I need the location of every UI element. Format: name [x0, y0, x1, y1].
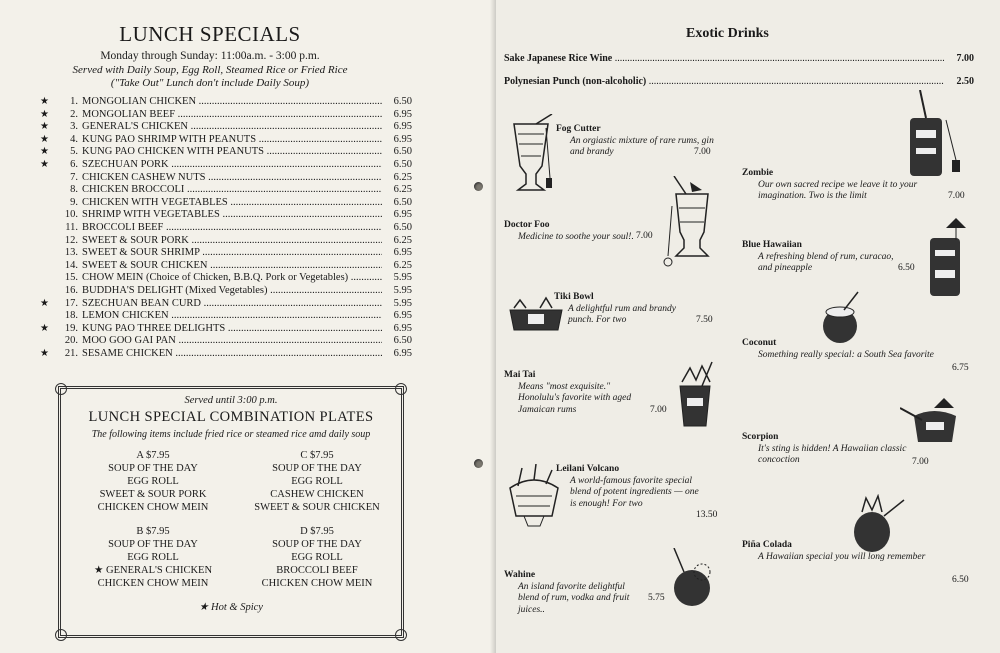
- drink-price: 7.00: [948, 191, 965, 201]
- lunch-item: [40, 323, 410, 336]
- item-name: KUNG PAO SHRIMP WITH PEANUTS .....: [82, 134, 382, 147]
- combo-title: LUNCH SPECIAL COMBINATION PLATES: [88, 409, 374, 425]
- item-price: 6.95: [382, 121, 412, 134]
- binder-hole-icon: [474, 182, 483, 191]
- drink-coconut: [742, 338, 992, 373]
- drink-description: A delightful rum and brandy punch. For two: [568, 303, 677, 325]
- lunch-item: [40, 247, 410, 260]
- item-number: 6.: [70, 158, 78, 170]
- item-number: 3.: [70, 121, 78, 133]
- item-number: 20.: [64, 335, 78, 347]
- combo-plate-c: [237, 449, 397, 514]
- lunch-item: [40, 285, 410, 298]
- item-name: SWEET & SOUR CHICKEN .....: [82, 260, 382, 273]
- drinks-title: Exotic Drinks: [686, 26, 769, 41]
- drink-name: Zombie: [742, 168, 774, 178]
- item-number: 10.: [64, 209, 78, 221]
- item-name: SHRIMP WITH VEGETABLES .....: [82, 209, 382, 222]
- drink-price: 5.75: [648, 593, 665, 603]
- lunch-item: [40, 272, 410, 285]
- drink-price: 7.50: [696, 315, 713, 325]
- item-price: 6.50: [382, 96, 412, 109]
- drink-description: An orgiastic mixture of rare rums, gin and brandy: [570, 135, 714, 157]
- drink-description: A world-famous favorite special blend of potent ingredients — one is enough! For two: [570, 475, 699, 509]
- lunch-item: [40, 121, 410, 134]
- lunch-hours: Monday through Sunday: 11:00a.m. - 3:00 p.m.: [100, 50, 320, 62]
- item-name: BROCCOLI BEEF .....: [82, 222, 382, 235]
- drink-price: 7.00: [912, 457, 929, 467]
- hot-spicy-star-icon: ★: [40, 347, 49, 359]
- item-price: 6.50: [382, 222, 412, 235]
- item-price: 6.95: [382, 310, 412, 323]
- combo-line: CHICKEN CHOW MEIN: [97, 578, 209, 589]
- lunch-item: [40, 298, 410, 311]
- drink-fog-cutter: [556, 124, 716, 159]
- drink-price: 2.50: [944, 75, 974, 88]
- drinks-page: [496, 0, 1000, 653]
- lunch-item: [40, 260, 410, 273]
- binder-hole-icon: [474, 459, 483, 468]
- item-name: SZECHUAN BEAN CURD .....: [82, 298, 382, 311]
- corner-ornament-icon: [395, 629, 407, 641]
- drink-price: 7.00: [650, 405, 667, 415]
- item-number: 8.: [70, 184, 78, 196]
- combo-line: SOUP OF THE DAY: [108, 463, 198, 474]
- item-number: 16.: [64, 284, 78, 296]
- item-number: 9.: [70, 196, 78, 208]
- item-price: 6.95: [382, 109, 412, 122]
- item-number: 21.: [64, 347, 78, 359]
- combo-line: EGG ROLL: [291, 552, 343, 563]
- combo-line: SWEET & SOUR CHICKEN: [254, 502, 380, 513]
- item-price: 6.25: [382, 184, 412, 197]
- combo-line: SWEET & SOUR PORK: [99, 489, 207, 500]
- drink-price: 7.00: [944, 52, 974, 65]
- drink-name: Scorpion: [742, 432, 779, 442]
- drink-name: Leilani Volcano: [556, 464, 620, 474]
- item-price: 6.95: [382, 247, 412, 260]
- wahine-coconut-icon: [670, 548, 716, 612]
- fog-cutter-glass-icon: [506, 114, 556, 196]
- item-number: 11.: [65, 221, 78, 233]
- item-name: CHICKEN WITH VEGETABLES .....: [82, 197, 382, 210]
- lunch-item: [40, 197, 410, 210]
- drink-name: Mai Tai: [504, 370, 536, 380]
- item-name: GENERAL'S CHICKEN .....: [82, 121, 382, 134]
- lunch-takeout-note: ("Take Out" Lunch don't include Daily Soup): [110, 77, 310, 89]
- item-name: SWEET & SOUR SHRIMP .....: [82, 247, 382, 260]
- item-name: LEMON CHICKEN .....: [82, 310, 382, 323]
- drink-name: Fog Cutter: [556, 124, 601, 134]
- drink-price: 6.50: [898, 263, 915, 273]
- item-name: SZECHUAN PORK .....: [82, 159, 382, 172]
- drink-description: An island favorite delightful blend of rum, vodka and fruit juices..: [518, 581, 630, 615]
- item-number: 5.: [70, 146, 78, 158]
- combo-line: EGG ROLL: [127, 552, 179, 563]
- combo-line: SOUP OF THE DAY: [108, 539, 198, 550]
- tiki-bowl-icon: [506, 296, 566, 338]
- drink-doctor-foo: [504, 220, 664, 243]
- item-price: 6.95: [382, 348, 412, 361]
- item-price: 6.50: [382, 159, 412, 172]
- drink-description: A Hawaiian special you will long remember: [758, 551, 926, 562]
- item-number: 4.: [70, 133, 78, 145]
- drink-pina-colada: [742, 540, 992, 585]
- mai-tai-glass-icon: [672, 358, 718, 430]
- combo-line: CHICKEN CHOW MEIN: [97, 502, 209, 513]
- item-price: 6.50: [382, 146, 412, 159]
- lunch-title: LUNCH SPECIALS: [119, 22, 301, 46]
- item-number: 18.: [64, 310, 78, 322]
- corner-ornament-icon: [55, 629, 67, 641]
- lunch-item-list: [40, 96, 410, 360]
- item-number: 17.: [64, 297, 78, 309]
- drink-price: 6.50: [952, 575, 969, 585]
- hot-spicy-star-icon: ★: [40, 96, 49, 107]
- lunch-item: [40, 335, 410, 348]
- combo-subtitle: The following items include fried rice or steamed rice amd daily soup: [91, 429, 371, 440]
- item-number: 15.: [64, 272, 78, 284]
- drink-name: Blue Hawaiian: [742, 240, 802, 250]
- item-price: 6.25: [382, 260, 412, 273]
- combo-line: CASHEW CHICKEN: [270, 489, 364, 500]
- drink-price: 7.00: [694, 147, 711, 157]
- drink-name: Sake Japanese Rice Wine .....: [504, 52, 944, 65]
- item-name: KUNG PAO THREE DELIGHTS .....: [82, 323, 382, 336]
- item-price: 5.95: [382, 298, 412, 311]
- item-price: 5.95: [382, 272, 412, 285]
- item-number: 7.: [70, 171, 78, 183]
- hot-spicy-star-icon: ★: [40, 133, 49, 145]
- item-name: CHICKEN CASHEW NUTS .....: [82, 172, 382, 185]
- item-number: 13.: [64, 247, 78, 259]
- combo-header: A $7.95: [136, 450, 170, 461]
- item-number: 14.: [64, 259, 78, 271]
- combo-line: BROCCOLI BEEF: [276, 565, 358, 576]
- drink-wahine: [504, 570, 664, 616]
- item-name: MONGOLIAN BEEF .....: [82, 109, 382, 122]
- combo-header: C $7.95: [300, 450, 334, 461]
- lunch-item: [40, 209, 410, 222]
- corner-ornament-icon: [55, 383, 67, 395]
- drink-name: Polynesian Punch (non-alcoholic) .....: [504, 75, 944, 88]
- lunch-item: [40, 310, 410, 323]
- drink-mai-tai: [504, 370, 667, 416]
- hot-spicy-star-icon: ★: [40, 146, 49, 158]
- item-name: CHOW MEIN (Choice of Chicken, B.B.Q. Pork or Vegetables) .....: [82, 272, 382, 285]
- drink-description: Our own sacred recipe we leave it to your imagination. Two is the limit: [758, 179, 918, 201]
- item-name: KUNG PAO CHICKEN WITH PEANUTS .....: [82, 146, 382, 159]
- item-price: 6.25: [382, 172, 412, 185]
- item-price: 6.50: [382, 335, 412, 348]
- drink-name: Wahine: [504, 570, 536, 580]
- drink-description: Means "most exquisite." Honolulu's favorite with aged Jamaican rums: [518, 381, 632, 415]
- hot-spicy-star-icon: ★: [40, 108, 49, 120]
- drink-description: Something really special: a South Sea favorite: [758, 349, 934, 360]
- hot-spicy-star-icon: ★: [40, 158, 49, 170]
- volcano-bowl-icon: [506, 464, 562, 534]
- item-price: 6.50: [382, 197, 412, 210]
- combo-header: D $7.95: [300, 526, 334, 537]
- drink-leilani-volcano: [556, 464, 718, 520]
- item-name: CHICKEN BROCCOLI .....: [82, 184, 382, 197]
- hot-spicy-star-icon: ★: [40, 322, 49, 334]
- item-number: 2.: [70, 108, 78, 120]
- doctor-foo-glass-icon: [662, 176, 716, 270]
- drink-zombie: [742, 168, 982, 203]
- item-price: 6.25: [382, 235, 412, 248]
- drink-row-sake: [504, 52, 974, 65]
- lunch-item: [40, 172, 410, 185]
- combo-plate-b: [73, 525, 233, 590]
- drink-description: Medicine to soothe your soul!.: [518, 231, 634, 242]
- hot-spicy-star-icon: ★: [40, 121, 49, 133]
- drink-row-polynesian-punch: [504, 75, 974, 88]
- item-name: MONGOLIAN CHICKEN .....: [82, 96, 382, 109]
- drink-scorpion: [742, 432, 942, 467]
- item-number: 19.: [64, 322, 78, 334]
- drink-price: 6.75: [952, 363, 969, 373]
- drink-name: Tiki Bowl: [554, 292, 594, 302]
- combo-line: EGG ROLL: [291, 476, 343, 487]
- item-price: 6.95: [382, 323, 412, 336]
- drink-name: Doctor Foo: [504, 220, 550, 230]
- item-price: 6.95: [382, 209, 412, 222]
- lunch-page: [0, 0, 496, 653]
- item-name: SWEET & SOUR PORK .....: [82, 235, 382, 248]
- item-price: 6.95: [382, 134, 412, 147]
- lunch-item: [40, 96, 410, 109]
- hot-spicy-star-icon: ★: [40, 297, 49, 309]
- corner-ornament-icon: [395, 383, 407, 395]
- drink-name: Piña Colada: [742, 540, 792, 550]
- combo-line: SOUP OF THE DAY: [272, 539, 362, 550]
- item-name: SESAME CHICKEN .....: [82, 348, 382, 361]
- lunch-item: [40, 348, 410, 361]
- lunch-item: [40, 159, 410, 172]
- combo-line: SOUP OF THE DAY: [272, 463, 362, 474]
- combo-line: EGG ROLL: [127, 476, 179, 487]
- drink-price: 7.00: [636, 231, 653, 241]
- item-name: BUDDHA'S DELIGHT (Mixed Vegetables) .....: [82, 285, 382, 298]
- drink-name: Coconut: [742, 338, 777, 348]
- drink-tiki-bowl: [554, 292, 714, 327]
- combo-plate-d: [237, 525, 397, 590]
- item-price: 5.95: [382, 285, 412, 298]
- item-number: 1.: [70, 96, 78, 107]
- combo-line: ★ GENERAL'S CHICKEN: [93, 565, 213, 576]
- combo-line: CHICKEN CHOW MEIN: [261, 578, 373, 589]
- drink-description: It's sting is hidden! A Hawaiian classic concoction: [758, 443, 907, 465]
- item-number: 12.: [64, 234, 78, 246]
- lunch-item: [40, 235, 410, 248]
- hot-spicy-legend: ★ Hot & Spicy: [199, 602, 263, 613]
- combo-served-until: Served until 3:00 p.m.: [184, 395, 278, 406]
- lunch-served-with: Served with Daily Soup, Egg Roll, Steamed Rice or Fried Rice: [72, 64, 348, 76]
- lunch-item: [40, 109, 410, 122]
- combo-plate-a: [73, 449, 233, 514]
- combination-plates-box: [58, 386, 404, 638]
- lunch-item: [40, 184, 410, 197]
- lunch-item: [40, 146, 410, 159]
- lunch-item: [40, 134, 410, 147]
- drink-description: A refreshing blend of rum, curacao, and pineapple: [758, 251, 894, 273]
- item-name: MOO GOO GAI PAN .....: [82, 335, 382, 348]
- lunch-item: [40, 222, 410, 235]
- drink-blue-hawaiian: [742, 240, 942, 275]
- drink-price: 13.50: [696, 510, 718, 520]
- combo-header: B $7.95: [136, 526, 170, 537]
